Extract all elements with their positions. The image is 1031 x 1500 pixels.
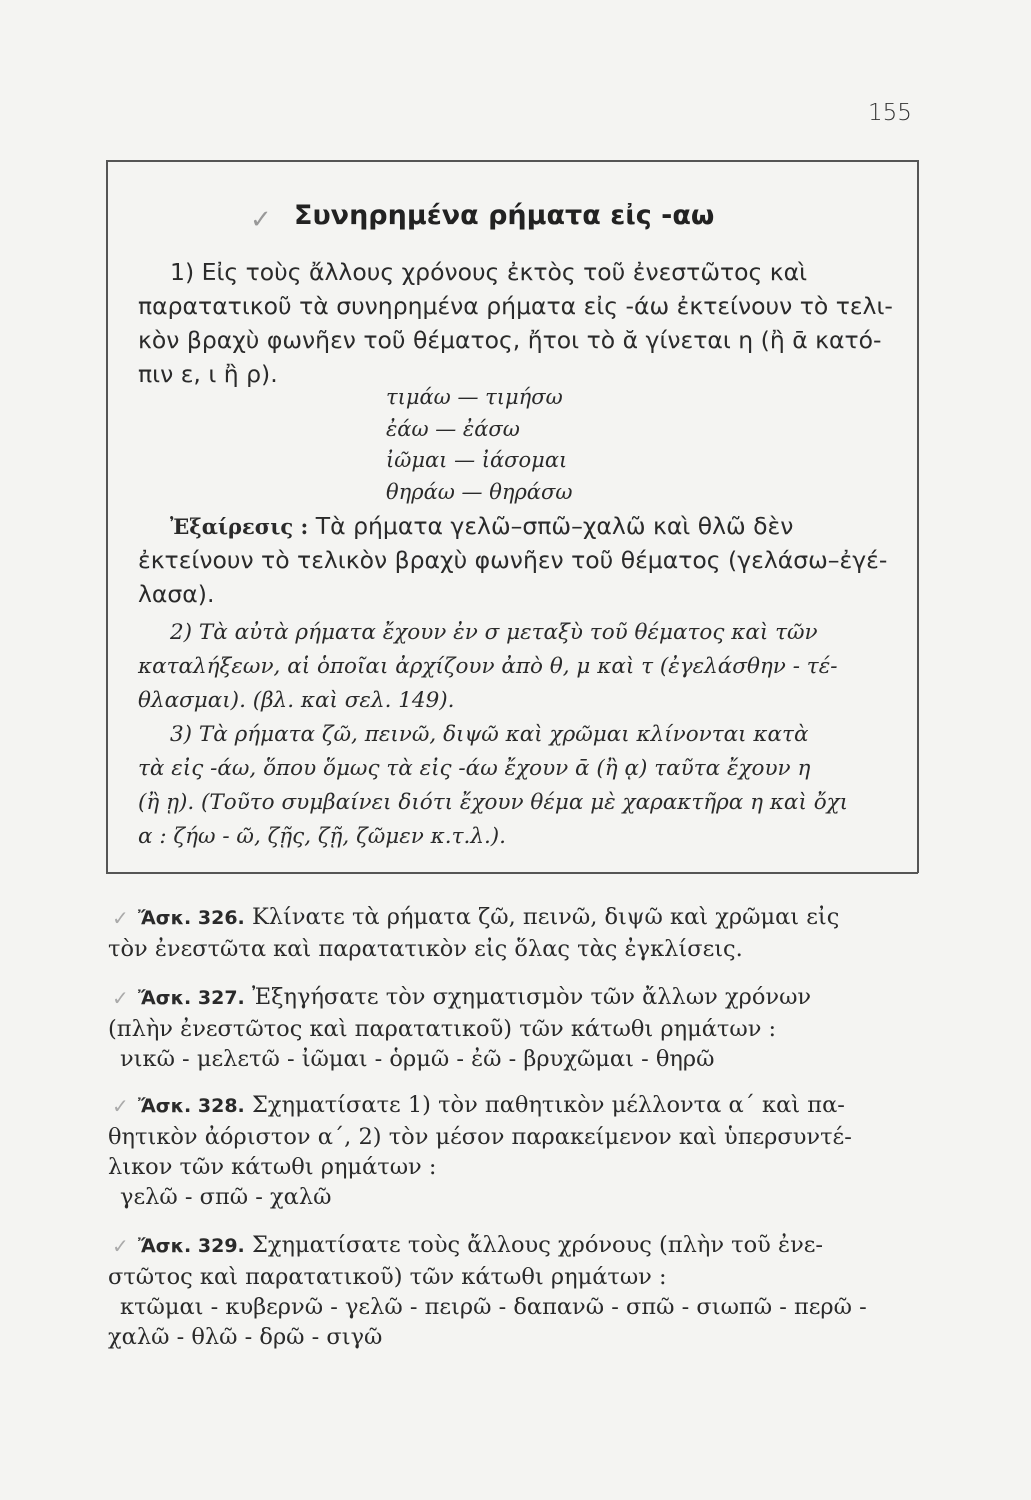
box-title: Συνηρημένα ρήματα εἰς -αω bbox=[294, 200, 715, 231]
rule2-line: 2) Τὰ αὐτὰ ρήματα ἔχουν ἐν σ μεταξὺ τοῦ θέματος καὶ τῶν bbox=[170, 620, 818, 645]
exception-text: Τὰ ρήματα γελῶ–σπῶ–χαλῶ καὶ θλῶ δὲν bbox=[315, 512, 794, 540]
exercise-326 bbox=[138, 904, 839, 930]
exercise-line: θητικὸν ἀόριστον α΄, 2) τὸν μέσον παρακείμενον καὶ ὑπερσυντέ- bbox=[108, 1124, 852, 1150]
page-number: 155 bbox=[868, 100, 912, 126]
exception-line: ἐκτείνουν τὸ τελικὸν βραχὺ φωνῆεν τοῦ θέματος (γελάσω–ἐγέ- bbox=[138, 546, 888, 574]
rule1-line: κὸν βραχὺ φωνῆεν τοῦ θέματος, ἤτοι τὸ ᾰ γίνεται η (ἢ ᾱ κατό- bbox=[138, 326, 882, 354]
exercise-label: Ἄσκ. 327. bbox=[138, 987, 245, 1009]
exercise-label: Ἄσκ. 329. bbox=[138, 1235, 245, 1257]
box-left-border bbox=[106, 160, 108, 873]
verb-pair: ἰῶμαι — ἰάσομαι bbox=[386, 448, 568, 472]
exception-line bbox=[170, 512, 793, 540]
rule3-line: α : ζήω - ῶ, ζῇς, ζῇ, ζῶμεν κ.τ.λ.). bbox=[138, 824, 507, 849]
verb-pair: τιμάω — τιμήσω bbox=[386, 385, 563, 409]
exercise-line: λικον τῶν κάτωθι ρημάτων : bbox=[108, 1154, 437, 1180]
exception-line: λασα). bbox=[138, 580, 215, 608]
verb-pair: ἐάω — ἐάσω bbox=[386, 416, 520, 441]
exercise-328 bbox=[138, 1092, 845, 1118]
rule3-line: (ἢ ῃ). (Τοῦτο συμβαίνει διότι ἔχουν θέμα μὲ χαρακτῆρα η καὶ ὄχι bbox=[138, 790, 849, 815]
exercise-text: Σχηματίσατε 1) τὸν παθητικὸν μέλλοντα α΄ καὶ πα- bbox=[251, 1092, 845, 1118]
exercise-line: (πλὴν ἐνεστῶτος καὶ παρατατικοῦ) τῶν κάτωθι ρημάτων : bbox=[108, 1016, 777, 1042]
exercise-label: Ἄσκ. 326. bbox=[138, 907, 245, 929]
exercise-line: νικῶ - μελετῶ - ἰῶμαι - ὁρμῶ - ἐῶ - βρυχῶμαι - θηρῶ bbox=[120, 1046, 715, 1072]
check-mark: ✓ bbox=[112, 906, 129, 930]
exercise-line: κτῶμαι - κυβερνῶ - γελῶ - πειρῶ - δαπανῶ - σπῶ - σιωπῶ - περῶ - bbox=[120, 1294, 867, 1320]
box-bottom-border bbox=[106, 872, 918, 874]
exercise-329 bbox=[138, 1232, 823, 1258]
exercise-327 bbox=[138, 984, 811, 1010]
rule1-line: πιν ε, ι ἢ ρ). bbox=[138, 360, 278, 388]
rule2-line: καταλήξεων, αἱ ὁποῖαι ἀρχίζουν ἀπὸ θ, μ καὶ τ (ἐγελάσθην - τέ- bbox=[138, 654, 838, 679]
check-mark: ✓ bbox=[112, 1234, 129, 1258]
exercise-line: γελῶ - σπῶ - χαλῶ bbox=[120, 1184, 332, 1210]
exercise-line: χαλῶ - θλῶ - δρῶ - σιγῶ bbox=[108, 1324, 383, 1350]
rule3-line: τὰ εἰς -άω, ὅπου ὅμως τὰ εἰς -άω ἔχουν ᾱ (ἢ ᾳ) ταῦτα ἔχουν η bbox=[138, 756, 811, 781]
verb-pair: θηράω — θηράσω bbox=[386, 479, 573, 504]
exercise-label: Ἄσκ. 328. bbox=[138, 1095, 245, 1117]
rule3-line: 3) Τὰ ρήματα ζῶ, πεινῶ, διψῶ καὶ χρῶμαι κλίνονται κατὰ bbox=[170, 722, 809, 747]
check-mark: ✓ bbox=[112, 986, 129, 1010]
verb-pairs bbox=[386, 382, 572, 508]
check-mark: ✓ bbox=[112, 1094, 129, 1118]
exercise-text: Κλίνατε τὰ ρήματα ζῶ, πεινῶ, διψῶ καὶ χρῶμαι εἰς bbox=[251, 904, 840, 930]
exercise-text: Σχηματίσατε τοὺς ἄλλους χρόνους (πλὴν τοῦ ἐνε- bbox=[251, 1232, 824, 1258]
exercise-text: Ἐξηγήσατε τὸν σχηματισμὸν τῶν ἄλλων χρόνων bbox=[251, 984, 812, 1010]
rule1-line: παρατατικοῦ τὰ συνηρημένα ρήματα εἰς -άω ἐκτείνουν τὸ τελι- bbox=[138, 292, 893, 320]
box-right-border bbox=[917, 160, 919, 873]
exception-label: Ἐξαίρεσις : bbox=[170, 514, 309, 539]
rule1-line: 1) Εἰς τοὺς ἄλλους χρόνους ἐκτὸς τοῦ ἐνεστῶτος καὶ bbox=[170, 258, 808, 286]
exercise-line: στῶτος καὶ παρατατικοῦ) τῶν κάτωθι ρημάτων : bbox=[108, 1264, 667, 1290]
rule2-line: θλασμαι). (βλ. καὶ σελ. 149). bbox=[138, 688, 455, 713]
check-mark: ✓ bbox=[250, 205, 272, 235]
exercise-line: τὸν ἐνεστῶτα καὶ παρατατικὸν εἰς ὅλας τὰς ἐγκλίσεις. bbox=[108, 936, 743, 962]
box-top-border bbox=[106, 160, 918, 162]
